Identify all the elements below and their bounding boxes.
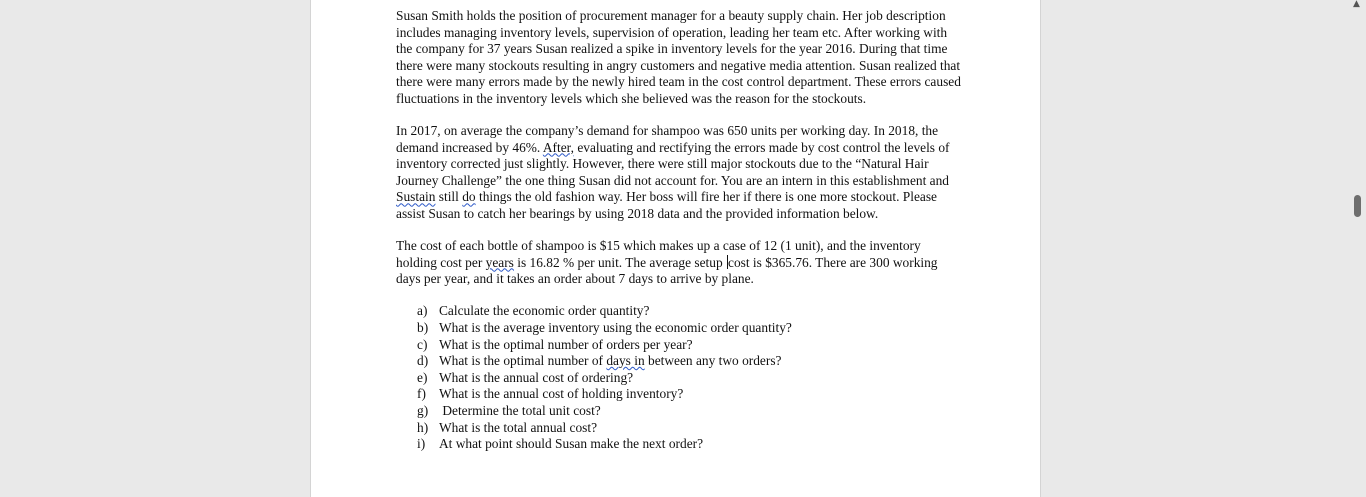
- list-item: [396, 320, 961, 337]
- grammar-flag-do[interactable]: do: [462, 189, 476, 205]
- list-marker: d): [417, 353, 429, 369]
- list-marker: a): [417, 303, 428, 319]
- vertical-scrollbar[interactable]: [1349, 0, 1366, 497]
- list-marker: g): [417, 402, 429, 418]
- list-item: [396, 337, 961, 354]
- document-body[interactable]: [396, 8, 961, 453]
- list-item: [396, 420, 961, 437]
- list-marker: e): [417, 369, 428, 385]
- scrollbar-thumb[interactable]: [1354, 195, 1361, 217]
- list-item: [396, 403, 961, 420]
- grammar-flag-years[interactable]: years: [485, 254, 514, 270]
- triangle-up-icon[interactable]: ▲: [1353, 0, 1360, 9]
- list-marker: h): [417, 419, 429, 435]
- text-run: The cost of each bottle of shampoo is $15 which makes up a case of 12 (1 unit), and the inventory holding cost per: [396, 238, 921, 270]
- text-run: still: [435, 189, 463, 205]
- list-item: [396, 436, 961, 453]
- question-list: [396, 303, 961, 452]
- list-item: [396, 386, 961, 403]
- list-item-text: What is the optimal number of orders per year?: [439, 336, 693, 352]
- grammar-flag-after[interactable]: After,: [542, 139, 574, 155]
- list-item: [396, 370, 961, 387]
- text-run: evaluating and rectifying the errors made by cost control the levels of inventory corrected just slightly. However, there were still major stockouts due to the “Natural Hair Journey Challenge” the one thing Susan did not account for. You are an intern in this establishment and: [396, 139, 950, 188]
- list-item-text: At what point should Susan make the next order?: [439, 436, 704, 452]
- list-item-text: What is the annual cost of ordering?: [439, 369, 634, 385]
- grammar-flag-days-in[interactable]: days in: [606, 353, 645, 369]
- list-marker: f): [417, 386, 426, 402]
- list-item-text: What is the average inventory using the economic order quantity?: [439, 320, 792, 335]
- list-item: [396, 353, 961, 370]
- list-item-text: What is the optimal number of: [439, 353, 607, 369]
- paragraph-1: Susan Smith holds the position of procurement manager for a beauty supply chain. Her job description includes managing inventory levels, supervision of operation, leading her team etc. After working with the company for 37 years Susan realized a spike in inventory levels for the year 2016. During that time there were many stockouts resulting in angry customers and negative media attention. Susan realized that there were many errors made by the newly hired team in the cost control department. These errors caused fluctuations in the inventory levels which she believed was the reason for the stockouts.: [396, 8, 961, 106]
- list-item-text: between any two orders?: [644, 353, 782, 369]
- paragraph-2: [396, 123, 961, 223]
- list-marker: i): [417, 436, 426, 452]
- paragraph-3: [396, 238, 961, 288]
- list-item-text: What is the total annual cost?: [439, 419, 598, 435]
- list-marker: c): [417, 336, 428, 352]
- list-marker: b): [417, 320, 429, 335]
- document-page[interactable]: [310, 0, 1041, 497]
- grammar-flag-sustain[interactable]: Sustain: [396, 189, 436, 205]
- text-run: cost is $365.76. There are 300 working days per year, and it takes an order about 7 days to arrive by plane.: [396, 254, 938, 287]
- list-item: [396, 303, 961, 320]
- text-run: In 2017, on average the company’s demand for shampoo was 650 units per working day. In 2018, the demand increased by 46%.: [396, 123, 939, 155]
- text-run: things the old fashion way. Her boss will fire her if there is one more stockout. Please assist Susan to catch her bearings by using 2018 data and the provided information below.: [396, 189, 937, 222]
- list-item-text: What is the annual cost of holding inventory?: [439, 386, 684, 402]
- list-item-text: Calculate the economic order quantity?: [439, 303, 650, 319]
- text-run: is 16.82 % per unit. The average setup: [513, 254, 726, 270]
- list-item-text: Determine the total unit cost?: [439, 402, 601, 418]
